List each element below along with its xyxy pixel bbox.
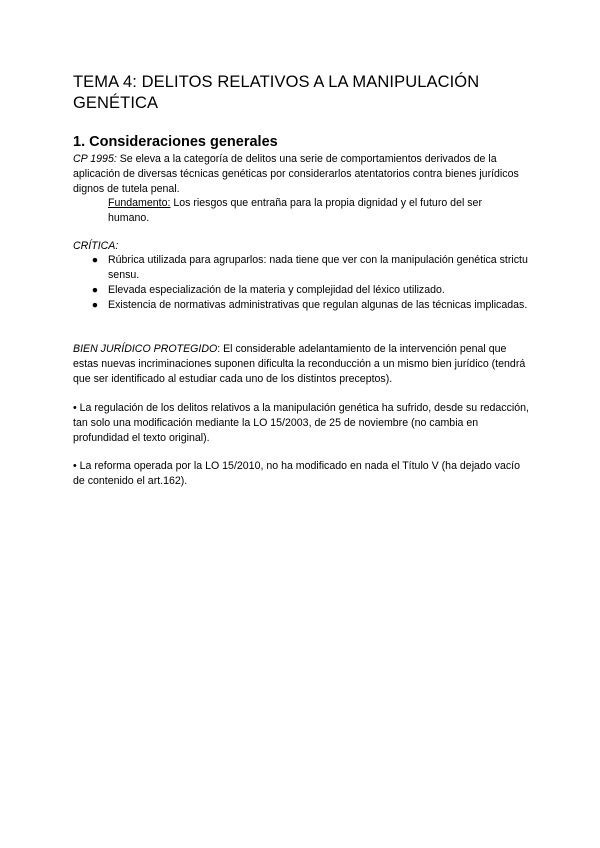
list-item-text: Rúbrica utilizada para agruparlos: nada tiene que ver con la manipulación genética strictu sensu.: [108, 254, 528, 281]
cp-paragraph: [73, 152, 533, 197]
list-item-text: Elevada especialización de la materia y complejidad del léxico utilizado.: [108, 284, 445, 296]
critica-list: [90, 253, 530, 313]
bullet-icon: ●: [91, 299, 99, 311]
cp-label: CP 1995:: [73, 153, 117, 165]
critica-label: CRÍTICA:: [73, 240, 119, 252]
page-title: TEMA 4: DELITOS RELATIVOS A LA MANIPULACIÓN GENÉTICA: [73, 73, 480, 112]
bullet-icon: ●: [91, 284, 99, 296]
list-item: [90, 253, 530, 283]
bien-juridico-label: BIEN JURÍDICO PROTEGIDO: [73, 343, 218, 355]
regulacion-paragraph: • La regulación de los delitos relativos a la manipulación genética ha sufrido, desde su redacción, tan solo una modificación mediante la LO 15/2003, de 25 de noviembre (no cambia en profundidad el texto original).: [73, 402, 529, 444]
list-item: [90, 283, 530, 298]
section-heading: 1. Consideraciones generales: [73, 134, 278, 150]
list-item-text: Existencia de normativas administrativas que regulan algunas de las técnicas implicadas.: [108, 299, 528, 311]
list-item: [90, 298, 530, 313]
fundamento-text: Los riesgos que entraña para la propia dignidad y el futuro del ser humano.: [108, 197, 482, 224]
bien-juridico-text: : El considerable adelantamiento de la intervención penal que estas nuevas incriminaciones suponen dificulta la reconducción a un mismo bien jurídico (tendrá que ser identificado al estudiar cada uno de los distintos preceptos).: [73, 343, 526, 385]
cp-text: Se eleva a la categoría de delitos una serie de comportamientos derivados de la aplicación de diversas técnicas genéticas por considerarlos atentatorios contra bienes jurídicos dignos de tutela penal.: [73, 153, 519, 195]
bullet-icon: ●: [91, 254, 99, 266]
bien-juridico-paragraph: [73, 342, 533, 387]
fundamento-paragraph: [108, 196, 508, 226]
fundamento-label: Fundamento:: [108, 197, 171, 209]
reforma-paragraph: • La reforma operada por la LO 15/2010, no ha modificado en nada el Título V (ha dejado vacío de contenido el art.162).: [73, 460, 520, 487]
